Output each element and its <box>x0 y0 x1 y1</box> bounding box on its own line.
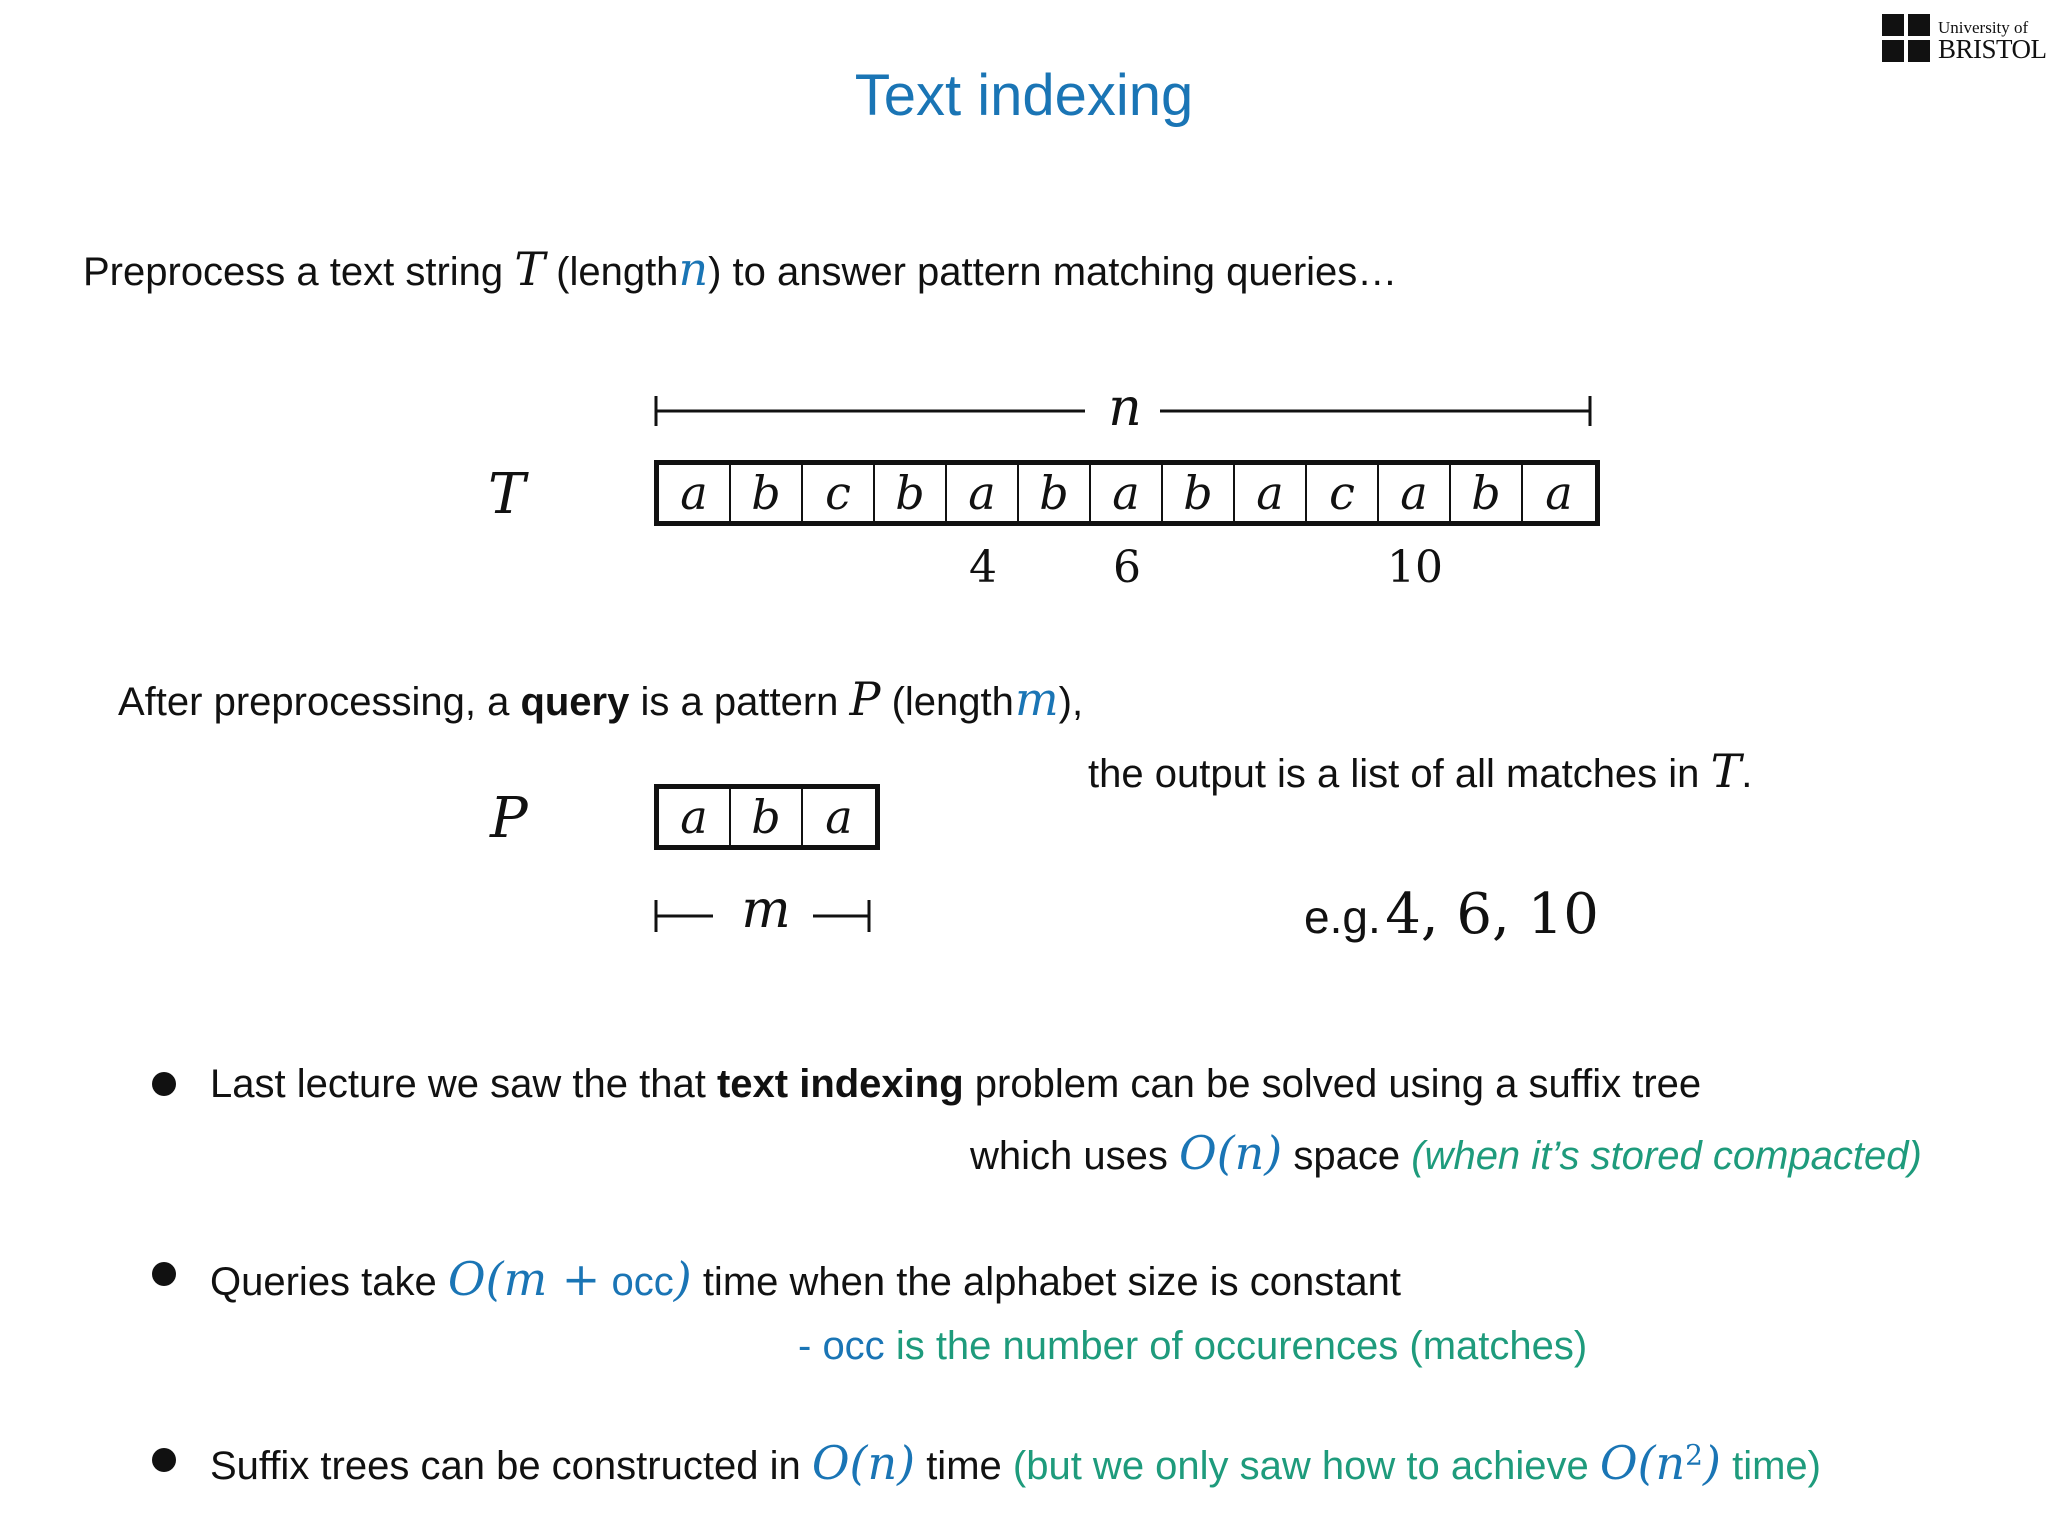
text-cell: b <box>875 465 947 521</box>
text-cell: a <box>659 465 731 521</box>
bullet-2-note-dash: - <box>798 1324 823 1368</box>
text-cell: a <box>1545 466 1573 520</box>
text-cell: a <box>1235 465 1307 521</box>
bullet-2-line-1 <box>210 1252 1401 1306</box>
bullet-dot <box>152 1262 176 1286</box>
example-prefix: e.g. <box>1304 891 1381 943</box>
var-n: n <box>678 242 709 296</box>
example-values: 4, 6, 10 <box>1385 882 1599 947</box>
bullet-3-text-2: time <box>926 1444 1002 1488</box>
query-text-4: ), <box>1058 680 1084 724</box>
text-cell: b <box>1163 465 1235 521</box>
bullet-3-note-2: time) <box>1732 1444 1821 1488</box>
var-P: P <box>849 672 881 726</box>
crest-icon <box>1882 14 1932 64</box>
bullet-2-math-open: O(m + <box>447 1252 601 1306</box>
bullet-3-math2-base: O(n <box>1599 1436 1686 1490</box>
intro-text-2: (length <box>556 250 679 294</box>
var-T: T <box>514 242 545 296</box>
text-cell: b <box>1451 465 1523 521</box>
text-cell: c <box>803 465 875 521</box>
intro-text-1: Preprocess a text string <box>83 250 504 294</box>
bullet-3-math2-sup: 2 <box>1685 1438 1703 1472</box>
example-output <box>1304 882 1599 947</box>
bullet-3-line-1 <box>210 1436 1821 1490</box>
pattern-cell: a <box>659 789 731 845</box>
bullet-1-line2-text2: space <box>1293 1134 1401 1178</box>
text-cell: b <box>1019 465 1091 521</box>
intro-line <box>83 242 1397 296</box>
text-cell: c <box>1307 465 1379 521</box>
text-string-T <box>654 460 1600 526</box>
query-line <box>118 672 1083 726</box>
bullet-1-line-2 <box>970 1126 1922 1180</box>
bullet-3-note-1: (but we only saw how to achieve <box>1012 1444 1589 1488</box>
bullet-3-math2-close: ) <box>1703 1436 1721 1490</box>
pattern-cell: a <box>825 790 853 844</box>
bullet-3-math: O(n) <box>811 1436 916 1490</box>
pattern-cell: b <box>731 789 803 845</box>
length-m-label: m <box>741 880 791 940</box>
output-line <box>1088 744 1752 798</box>
bullet-1-math: O(n) <box>1179 1126 1283 1180</box>
output-text-2: . <box>1741 752 1753 796</box>
query-text-3: (length <box>891 680 1014 724</box>
bullet-1-line-1 <box>210 1062 1701 1107</box>
P-label: P <box>490 786 528 851</box>
match-index-label: 4 <box>969 542 997 593</box>
output-var-T: T <box>1710 744 1742 798</box>
query-text-1: After preprocessing, a <box>118 680 510 724</box>
length-n-label: n <box>1108 378 1142 438</box>
bullet-2-math-occ: occ <box>611 1260 674 1304</box>
text-cell: b <box>731 465 803 521</box>
slide-title: Text indexing <box>854 63 1194 128</box>
logo-line1: University of <box>1938 18 2029 37</box>
bullet-2-text-2: time when the alphabet size is constant <box>702 1260 1401 1304</box>
bullet-2-math-close: ) <box>673 1252 692 1306</box>
bullet-1-note: (when it’s stored compacted) <box>1411 1134 1922 1178</box>
bullet-3-text-1: Suffix trees can be constructed in <box>210 1444 801 1488</box>
text-cell: a <box>1091 465 1163 521</box>
query-text-2: is a pattern <box>640 680 839 724</box>
text-cell: a <box>1379 465 1451 521</box>
match-index-label: 6 <box>1113 542 1141 593</box>
bullet-dot <box>152 1072 176 1096</box>
var-m: m <box>1015 672 1059 726</box>
bullet-2-text-1: Queries take <box>210 1260 437 1304</box>
intro-text-3: ) to answer pattern matching queries… <box>708 250 1398 294</box>
bullet-dot <box>152 1448 176 1472</box>
text-cell: a <box>947 465 1019 521</box>
output-text-1: the output is a list of all matches in <box>1088 752 1700 796</box>
bullet-1-text-2: problem can be solved using a suffix tree <box>974 1062 1702 1106</box>
bullet-2-note-rest: is the number of occurences (matches) <box>895 1324 1588 1368</box>
bullet-1-bold: text indexing <box>716 1062 964 1106</box>
T-label: T <box>488 462 526 527</box>
bullet-2-note-occ: occ <box>822 1324 885 1368</box>
logo-line2: BRISTOL <box>1938 34 2047 64</box>
bullet-1-line2-text: which uses <box>970 1134 1168 1178</box>
query-bold: query <box>520 680 630 724</box>
match-index-label: 10 <box>1387 542 1443 593</box>
pattern-P <box>654 784 880 850</box>
bullet-2-note <box>798 1324 1587 1369</box>
bullet-1-text-1: Last lecture we saw the that <box>210 1062 706 1106</box>
university-logo <box>1882 14 2047 64</box>
